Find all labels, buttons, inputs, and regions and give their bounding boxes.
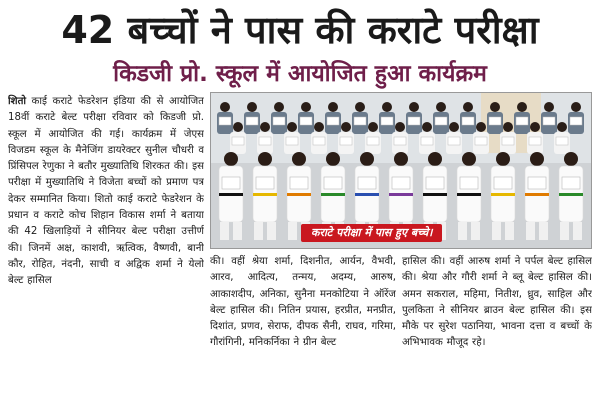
photo-caption: कराटे परीक्षा में पास हुए बच्चे। xyxy=(301,224,442,242)
article-column-1 xyxy=(8,94,204,394)
article-column-2: की। वहीं श्रेया शर्मा, दिशनीत, आर्यन, वैभवी, आरव, आदित्य, तन्मय, अदम्य, आरुष, आकाशदीप, अनिका, सुनैना मनकोटिया ने ऑरेंज बेल्ट हासिल की। नितिन प्रयास, हरप्रीत, मनप्रीत, दिशांत, प्रणव, सेराफ, दीपक सैनी, राघव, गरिमा, गौरांगिनी, मनिकर्निका ने ग्रीन बेल्ट xyxy=(210,256,396,349)
article-column-3: हासिल की। वहीं आरुष शर्मा ने पर्पल बेल्ट हासिल की। श्रेया और गौरी शर्मा ने ब्लू बेल्ट हासिल की। अमन सकराल, महिमा, नितीश, ध्रुव, साहिल और पुलकिता ने सीनियर ब्राउन बेल्ट हासिल की। इस मौके पर सुरेश पठानिया, भावना दत्ता व बच्चों के अभिभावक मौजूद रहे। xyxy=(402,256,592,349)
dateline: शितो xyxy=(8,96,27,107)
group-photo xyxy=(210,92,592,249)
column-1-body: काई कराटे फेडरेशन इंडिया की से आयोजित 18वीं कराटे बेल्ट परीक्षा रविवार को किडजी प्रो. स्कूल में आयोजित की गई। कार्यक्रम में जेएस विजडम स्कूल के मैनेजिंग डायरेक्टर सुनील चौधरी व प्रिंसिपल रेणुका ने बतौर मुख्यातिथि शिरकत की। इस परीक्षा में मुख्यातिथि ने विजेता बच्चों को प्रमाण पत्र देकर सम्मानित किया। शितो काई कराटे फेडरेशन के प्रधान व कराटे कोच शिहान विकास शर्मा ने बताया की 42 खिलाड़ियों ने सीनियर बेल्ट परीक्षा उत्तीर्ण की। जिनमें अक्ष, काशवी, ऋत्विक, वैष्णवी, बानी कौर, रोहित, नंदनी, साची व अद्विक शर्मा ने येलो बेल्ट हासिल xyxy=(8,96,204,287)
subheadline: किडजी प्रो. स्कूल में आयोजित हुआ कार्यक्रम xyxy=(113,61,487,87)
headline: 42 बच्चों ने पास की कराटे परीक्षा xyxy=(61,8,539,52)
